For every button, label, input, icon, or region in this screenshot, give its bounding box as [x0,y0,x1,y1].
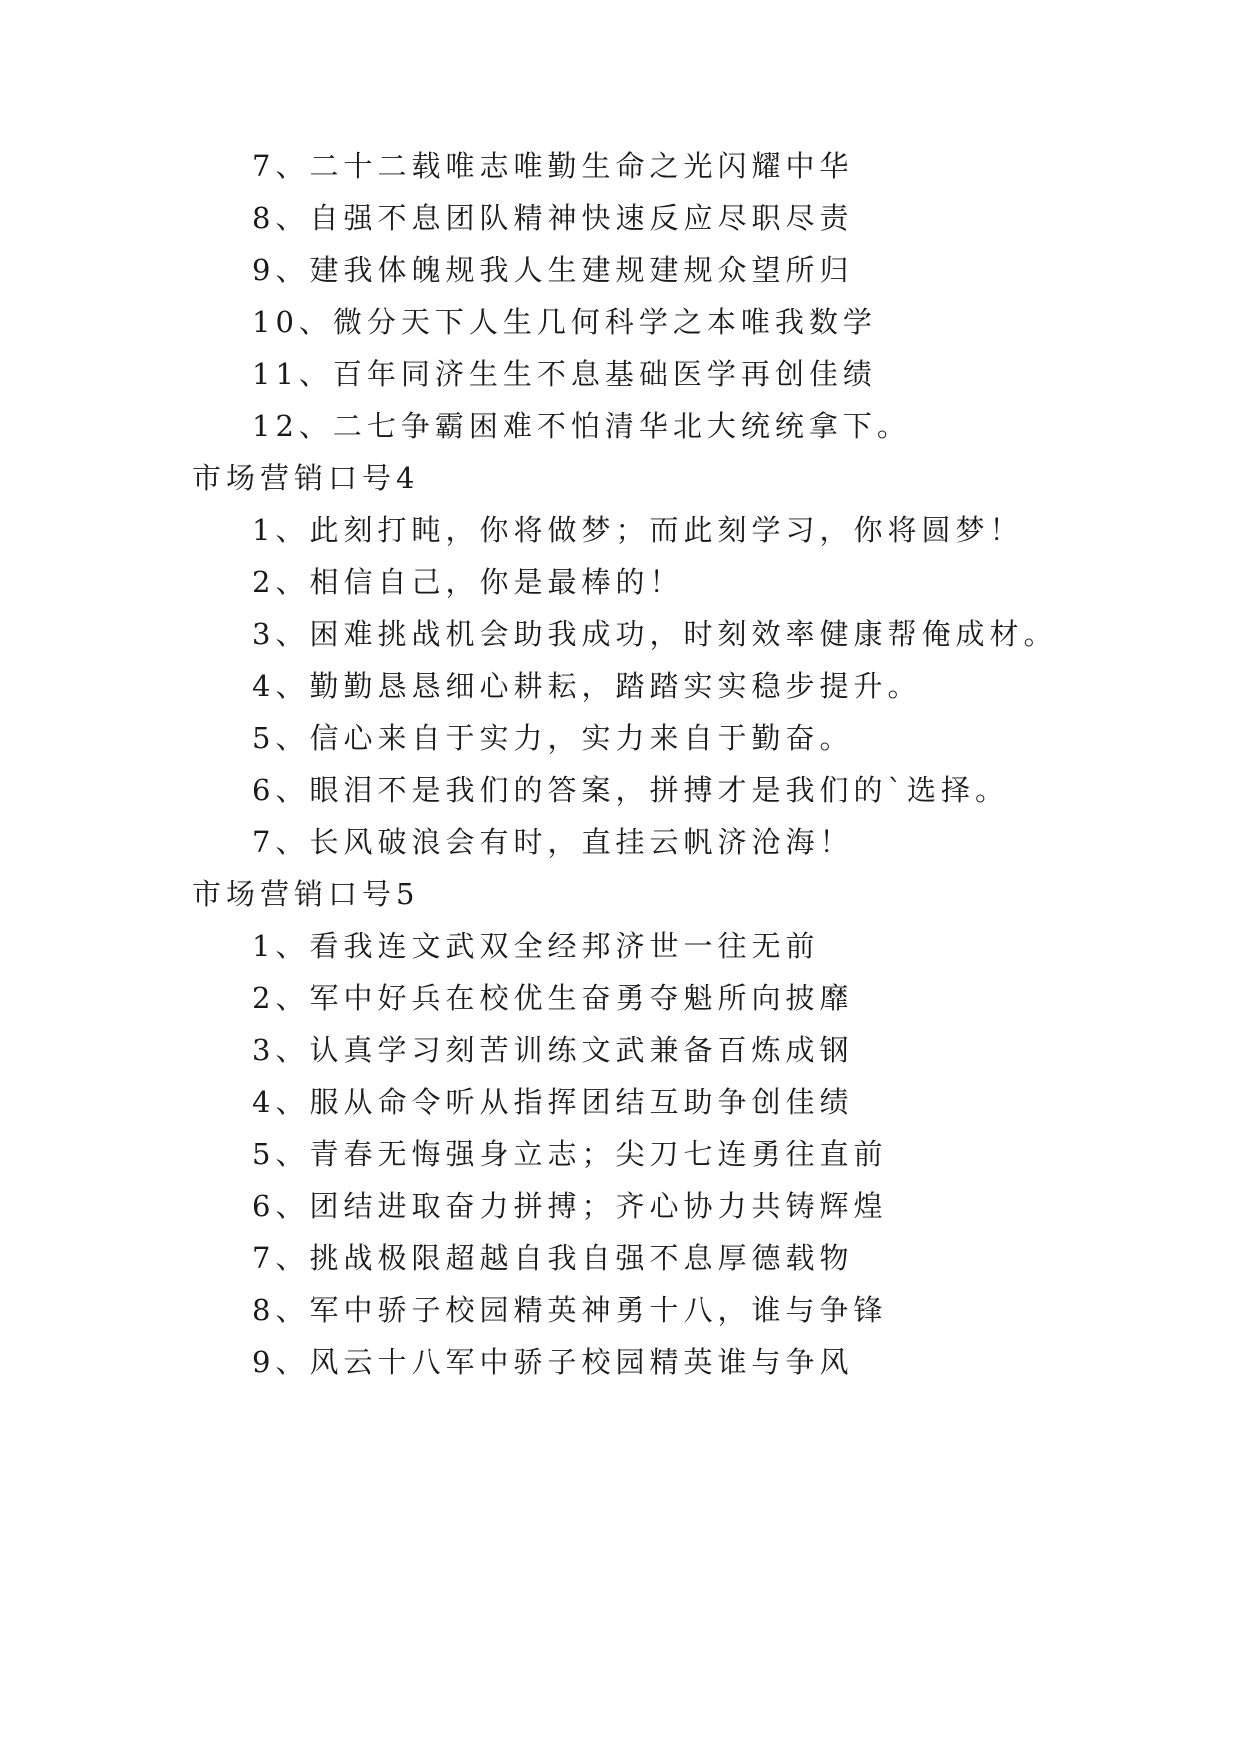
list-item: 3、认真学习刻苦训练文武兼备百炼成钢 [252,1033,854,1067]
list-item: 4、服从命令听从指挥团结互助争创佳绩 [252,1085,854,1119]
list-item: 7、挑战极限超越自我自强不息厚德载物 [252,1241,854,1275]
list-item: 10、微分天下人生几何科学之本唯我数学 [252,305,877,339]
list-item: 7、长风破浪会有时，直挂云帆济沧海！ [252,825,854,859]
list-item: 8、军中骄子校园精英神勇十八，谁与争锋 [252,1293,888,1327]
list-item: 6、眼泪不是我们的答案，拼搏才是我们的`选择。 [252,773,1009,807]
list-item: 9、风云十八军中骄子校园精英谁与争风 [252,1345,854,1379]
section-heading: 市场营销口号4 [192,461,420,495]
list-item: 9、建我体魄规我人生建规建规众望所归 [252,253,854,287]
list-item: 1、此刻打盹，你将做梦；而此刻学习，你将圆梦！ [252,513,1024,547]
list-item: 11、百年同济生生不息基础医学再创佳绩 [252,357,877,391]
section-heading: 市场营销口号5 [192,877,420,911]
list-item: 3、困难挑战机会助我成功，时刻效率健康帮俺成材。 [252,617,1058,651]
list-item: 2、军中好兵在校优生奋勇夺魁所向披靡 [252,981,854,1015]
list-item: 4、勤勤恳恳细心耕耘，踏踏实实稳步提升。 [252,669,922,703]
list-item: 7、二十二载唯志唯勤生命之光闪耀中华 [252,149,854,183]
list-item: 8、自强不息团队精神快速反应尽职尽责 [252,201,854,235]
list-item: 12、二七争霸困难不怕清华北大统统拿下。 [252,409,911,443]
list-item: 2、相信自己，你是最棒的！ [252,565,684,599]
list-item: 5、青春无悔强身立志；尖刀七连勇往直前 [252,1137,888,1171]
list-item: 1、看我连文武双全经邦济世一往无前 [252,929,820,963]
list-item: 6、团结进取奋力拼搏；齐心协力共铸辉煌 [252,1189,888,1223]
list-item: 5、信心来自于实力，实力来自于勤奋。 [252,721,854,755]
